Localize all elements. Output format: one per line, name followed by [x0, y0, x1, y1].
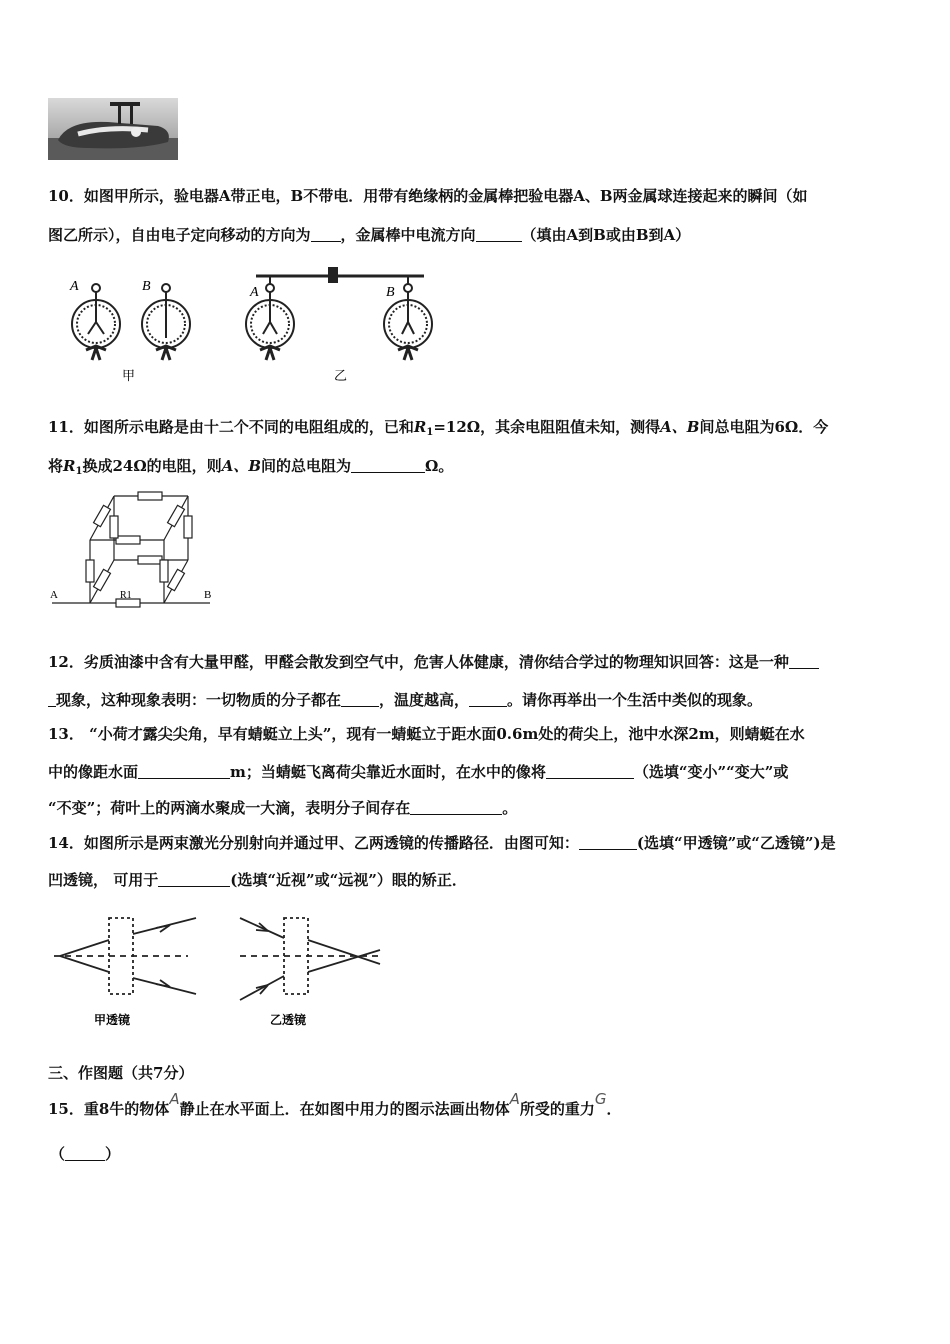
q10-blank-2[interactable] — [476, 227, 522, 242]
q10-label-b-yi: B — [386, 285, 395, 300]
q10-electroscope-figure — [58, 262, 458, 387]
q12-blank-2[interactable] — [341, 692, 379, 707]
q11-ab-1: A、B — [660, 418, 700, 436]
q15-answer-blank[interactable] — [65, 1146, 105, 1161]
q14-blank-2[interactable] — [158, 872, 230, 887]
q14-text-a: 14．如图所示是两束激光分别射向并通过甲、乙两透镜的传播路径．由图可知： — [48, 834, 579, 852]
q11-label-r1: R1 — [120, 590, 132, 601]
q14-blank-1[interactable] — [579, 835, 637, 850]
q11-label-a: A — [50, 589, 58, 601]
q10-label-a-jia: A — [70, 279, 79, 294]
q13-text-e: 。 — [502, 799, 518, 817]
q10-line2 — [48, 224, 690, 245]
q12-text-b: 现象，这种现象表明：一切物质的分子都在 — [56, 691, 342, 709]
q12-text-a: 12．劣质油漆中含有大量甲醛，甲醛会散发到空气中，危害人体健康，清你结合学过的物理知识回答：这是一种 — [48, 653, 789, 671]
q13-text-c: （选填“变小”“变大”或 — [633, 763, 789, 781]
q15-answer-open: （ — [50, 1145, 66, 1163]
q10-text-b: ，金属棒中电流方向 — [340, 226, 476, 244]
q14-lens-figure — [52, 910, 392, 1030]
q15-text-a: 15．重8牛的物体 — [48, 1100, 170, 1118]
q10-blank-1[interactable] — [311, 227, 341, 242]
q13-line3 — [48, 797, 517, 818]
q12-line2 — [48, 689, 762, 710]
q15-text-c: 所受的重力 — [519, 1100, 595, 1118]
q11-text-f: 间的总电阻为 — [261, 457, 352, 475]
q10-text-c: （填由A到B或由B到A） — [521, 226, 691, 244]
q13-line2 — [48, 761, 788, 782]
q13-line1: 13． “小荷才露尖尖角，早有蜻蜓立上头”，现有一蜻蜓立于距水面0.6m处的荷尖上，池中水深2m，则蜻蜓在水 — [48, 725, 805, 743]
q11-text-e: 换成24Ω的电阻，则 — [82, 457, 222, 475]
q11-text-a: 11．如图所示电路是由十二个不同的电阻组成的，已和 — [48, 418, 414, 436]
submarine-photo — [48, 98, 178, 160]
q11-text-g: Ω。 — [425, 457, 454, 475]
q11-r1: R — [413, 418, 427, 436]
q10-caption-jia: 甲 — [122, 368, 136, 383]
q11-line2 — [48, 455, 453, 477]
q14-line1 — [48, 832, 836, 853]
q13-blank-1[interactable] — [138, 764, 230, 779]
q12-blank-1[interactable] — [789, 654, 819, 669]
q12-line1 — [48, 651, 819, 672]
q10-text-a: 图乙所示），自由电子定向移动的方向为 — [48, 226, 311, 244]
q15-var-a-2: A — [509, 1090, 520, 1108]
q15-text-d: ． — [606, 1100, 622, 1118]
q11-blank[interactable] — [351, 458, 425, 473]
q14-text-b: (选填“甲透镜”或“乙透镜”)是 — [636, 834, 836, 852]
q10-label-a-yi: A — [250, 285, 259, 300]
q11-text-b: =12Ω，其余电阻阻值未知，测得 — [433, 418, 661, 436]
q13-text-d: “不变”；荷叶上的两滴水聚成一大滴，表明分子间存在 — [48, 799, 411, 817]
q15-var-a: A — [169, 1090, 180, 1108]
q15-answer-close: ） — [105, 1145, 121, 1163]
q11-r1-sub-b: 1 — [75, 466, 83, 477]
q12-text-c: ，温度越高， — [379, 691, 470, 709]
q15-line1 — [48, 1090, 622, 1119]
q14-caption-jia: 甲透镜 — [94, 1013, 131, 1027]
q11-line1 — [48, 416, 828, 438]
q11-resistor-cube-figure — [48, 488, 228, 613]
q10-label-b-jia: B — [142, 279, 151, 294]
q11-ab-2: A、B — [221, 457, 262, 475]
q13-blank-2[interactable] — [546, 764, 634, 779]
q15-text-b: 静止在水平面上．在如图中用力的图示法画出物体 — [179, 1100, 510, 1118]
q13-blank-3[interactable] — [410, 800, 502, 815]
q11-label-b: B — [204, 589, 212, 601]
q14-caption-yi: 乙透镜 — [270, 1013, 307, 1027]
q10-line1: 10．如图甲所示，验电器A带正电，B不带电．用带有绝缘柄的金属棒把验电器A、B两金属球连接起来的瞬间（如 — [48, 187, 808, 205]
q15-var-g: G — [594, 1090, 607, 1108]
q12-blank-1b[interactable] — [48, 692, 56, 707]
q11-r1-sub: 1 — [426, 427, 434, 438]
q11-text-c: 间总电阻为6Ω．今 — [699, 418, 829, 436]
section3-title: 三、作图题（共7分） — [48, 1064, 194, 1082]
q12-text-d: 。请你再举出一个生活中类似的现象。 — [507, 691, 763, 709]
q11-text-d: 将 — [48, 457, 64, 475]
q10-caption-yi: 乙 — [334, 368, 348, 383]
q14-text-d: (选填“近视”或“远视”）眼的矫正． — [230, 871, 467, 889]
q15-answer — [50, 1143, 120, 1164]
q13-text-a: 中的像距水面 — [48, 763, 139, 781]
q14-line2 — [48, 869, 467, 890]
q11-r1-b: R — [63, 457, 76, 475]
q12-blank-3[interactable] — [469, 692, 507, 707]
q13-text-b: m；当蜻蜓飞离荷尖靠近水面时，在水中的像将 — [230, 763, 546, 781]
q14-text-c: 凹透镜， 可用于 — [48, 871, 159, 889]
